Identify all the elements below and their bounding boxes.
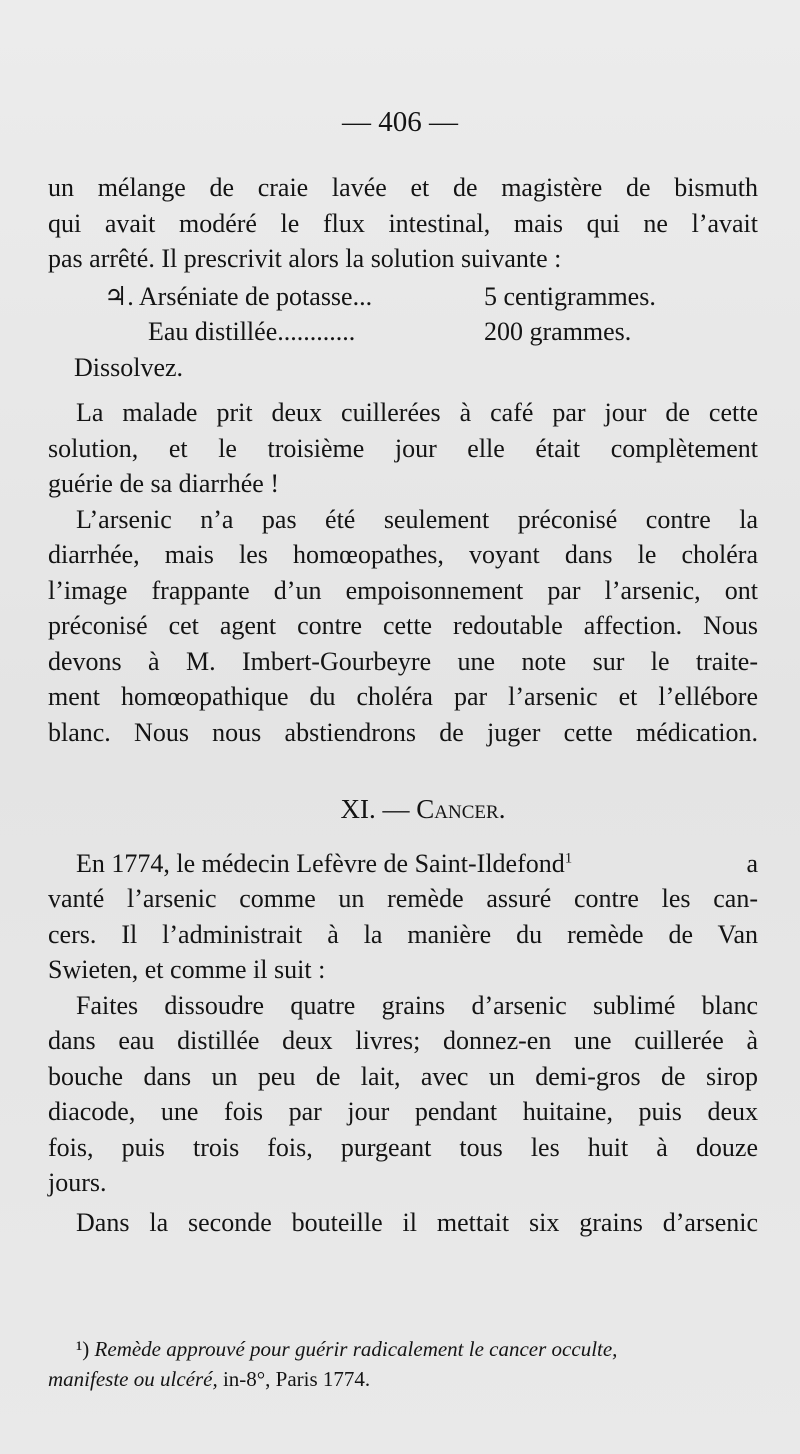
recipe-symbol: ♃. [104, 281, 134, 311]
text-line: cers. Il l’administrait à la manière du remède de Van [48, 919, 758, 949]
first-line-end: a [746, 848, 758, 878]
text-line: solution, et le troisième jour elle était complètement [48, 433, 758, 463]
footnote-marker: 1 [564, 849, 573, 866]
footnote-text: in-8°, Paris 1774. [222, 1367, 371, 1391]
prescription-item-label: Arséniate de potasse... [138, 281, 373, 311]
paragraph-6 [48, 1205, 758, 1241]
prescription-item [104, 279, 484, 315]
paragraph-3 [48, 502, 758, 751]
section-title: Cancer. [416, 794, 506, 824]
text-line: diarrhée, mais les homœopathes, voyant dans le choléra [48, 540, 758, 569]
first-line-text: En 1774, le médecin Lefèvre de Saint-Ildefond [76, 848, 565, 878]
text-line: fois, puis trois fois, purgeant tous les huit à douze [48, 1132, 758, 1162]
paragraph-1 [48, 170, 758, 277]
first-line-wrapper [48, 846, 718, 882]
footnote-line [48, 1364, 758, 1394]
text-line: pas arrêté. Il prescrivit alors la solution suivante : [48, 244, 562, 273]
text-line: bouche dans un peu de lait, avec un demi-gros de sirop [48, 1061, 758, 1091]
text-line: L’arsenic n’a pas été seulement préconisé contre la [76, 504, 758, 534]
footnote [48, 1334, 758, 1394]
text-line [48, 846, 758, 882]
section-number: XI. — [340, 794, 410, 824]
text-line: un mélange de craie lavée et de magistère de bismuth [48, 173, 758, 202]
text-line: ment homœopathique du choléra par l’arsenic et l’ellébore [48, 682, 758, 711]
text-line: blanc. Nous nous abstiendrons de juger cette médication. [48, 717, 758, 747]
text-line: La malade prit deux cuillerées à café par jour de cette [76, 398, 758, 427]
footnote-line [48, 1334, 758, 1364]
footnote-number: ¹) [76, 1337, 90, 1361]
text-line: diacode, une fois par jour pendant huitaine, puis deux [48, 1097, 758, 1126]
text-line: dans eau distillée deux livres; donnez-en une cuillerée à [48, 1026, 758, 1055]
page-number: — 406 — [342, 106, 458, 138]
text-line: l’image frappante d’un empoisonnement par l’arsenic, ont [48, 575, 758, 605]
prescription-instruction: Dissolvez. [74, 352, 184, 382]
page-body [48, 170, 758, 1240]
footnote-text: Remède approuvé pour guérir radicalement le cancer occulte, [94, 1337, 618, 1361]
text-line: vanté l’arsenic comme un remède assuré contre les can- [48, 884, 758, 913]
text-line: préconisé cet agent contre cette redoutable affection. Nous [48, 611, 758, 640]
text-line: Swieten, et comme il suit : [48, 955, 326, 984]
paragraph-2 [48, 395, 758, 502]
paragraph-5 [48, 988, 758, 1201]
text-line: guérie de sa diarrhée ! [48, 469, 279, 498]
section-heading [88, 792, 758, 828]
paragraph-4 [48, 846, 758, 988]
text-line: devons à M. Imbert-Gourbeyre une note sur le traite- [48, 646, 758, 676]
footnote-text: manifeste ou ulcéré, [48, 1367, 218, 1391]
prescription-dose: 200 grammes. [484, 317, 632, 346]
prescription-dose: 5 centigrammes. [484, 281, 656, 311]
text-line: jours. [48, 1168, 107, 1197]
text-line: qui avait modéré le flux intestinal, mais qui ne l’avait [48, 208, 758, 238]
prescription [48, 279, 758, 386]
prescription-row [48, 314, 758, 350]
prescription-item-label: Eau distillée............ [148, 317, 356, 346]
text-line: Faites dissoudre quatre grains d’arsenic sublimé blanc [76, 990, 758, 1020]
prescription-row [48, 279, 758, 315]
text-line: Dans la seconde bouteille il mettait six grains d’arsenic [76, 1207, 758, 1237]
